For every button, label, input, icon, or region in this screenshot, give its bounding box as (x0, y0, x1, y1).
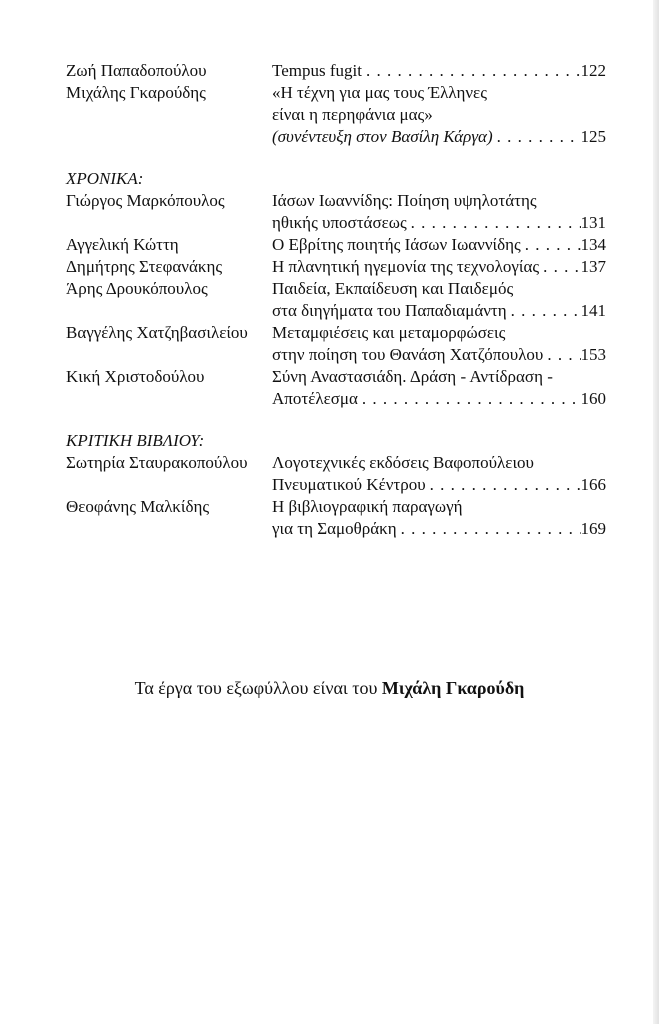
entry-author: Γιώργος Μαρκόπουλος (66, 191, 225, 210)
entry-title-line: Παιδεία, Εκπαίδευση και Παιδεμός (272, 279, 514, 298)
entry-title-line: Λογοτεχνικές εκδόσεις Βαφοπούλειου (272, 453, 534, 472)
dot-leader (521, 234, 581, 256)
dot-leader (358, 388, 581, 410)
entry-title-text: για τη Σαμοθράκη (272, 519, 397, 538)
entry-title-text: (συνέντευξη στον Βασίλη Κάργα) (272, 127, 493, 146)
entry-title-text: Η πλανητική ηγεμονία της τεχνολογίας (272, 257, 540, 276)
entry-title-text: στα διηγήματα του Παπαδιαμάντη (272, 301, 507, 320)
page-number: 122 (580, 61, 606, 80)
toc-entry (66, 60, 606, 82)
entry-title-final-line (272, 474, 606, 496)
toc-section (66, 430, 606, 540)
page-number: 141 (580, 301, 606, 320)
dot-leader (397, 518, 581, 540)
entry-title-block (272, 366, 606, 410)
dot-leader (507, 300, 581, 322)
entry-title-final-line (272, 300, 606, 322)
entry-author: Βαγγέλης Χατζηβασιλείου (66, 323, 248, 342)
entry-title-line: είναι η περηφάνια μας» (272, 105, 433, 124)
page-number: 166 (580, 475, 606, 494)
section-heading: ΧΡΟΝΙΚΑ: (66, 169, 144, 188)
entry-title-line: Ιάσων Ιωαννίδης: Ποίηση υψηλοτάτης (272, 191, 537, 210)
page-number: 134 (580, 235, 606, 254)
cover-artist-name: Μιχάλη Γκαρούδη (381, 678, 525, 698)
entry-title-line: «Η τέχνη για μας τους Έλληνες (272, 83, 487, 102)
entry-author: Ζωή Παπαδοπούλου (66, 61, 207, 80)
entry-title-final-line (272, 234, 606, 256)
entry-title-block (272, 234, 606, 256)
section-heading: ΚΡΙΤΙΚΗ ΒΙΒΛΙΟΥ: (66, 431, 205, 450)
table-of-contents (66, 60, 606, 560)
entry-title-block (272, 452, 606, 496)
entry-author: Δημήτρης Στεφανάκης (66, 257, 223, 276)
entry-title-final-line (272, 126, 606, 148)
page-number: 160 (580, 389, 606, 408)
dot-leader (539, 256, 580, 278)
toc-entry (66, 256, 606, 278)
entry-title-text: Πνευματικού Κέντρου (272, 475, 426, 494)
page-number: 131 (580, 213, 606, 232)
entry-title-block (272, 190, 606, 234)
entry-title-final-line (272, 256, 606, 278)
entry-title-line: Η βιβλιογραφική παραγωγή (272, 497, 463, 516)
entry-title-text: Αποτέλεσμα (272, 389, 358, 408)
entry-title-block (272, 82, 606, 148)
entry-title-block (272, 256, 606, 278)
toc-entry (66, 366, 606, 410)
entry-title-text: Tempus fugit (272, 61, 362, 80)
toc-section (66, 60, 606, 148)
page-number: 169 (580, 519, 606, 538)
cover-credit-text: Τα έργα του εξωφύλλου είναι του (134, 678, 382, 698)
entry-author: Σωτηρία Σταυρακοπούλου (66, 453, 248, 472)
toc-entry (66, 82, 606, 148)
page-number: 125 (580, 127, 606, 146)
page-edge-shadow (653, 0, 659, 1024)
entry-author: Κική Χριστοδούλου (66, 367, 205, 386)
page-number: 153 (580, 345, 606, 364)
entry-title-final-line (272, 518, 606, 540)
cover-credit (0, 676, 659, 700)
entry-title-text: στην ποίηση του Θανάση Χατζόπουλου (272, 345, 544, 364)
toc-section (66, 168, 606, 410)
dot-leader (426, 474, 581, 496)
entry-title-block (272, 60, 606, 82)
entry-title-text: Ο Εβρίτης ποιητής Ιάσων Ιωαννίδης (272, 235, 521, 254)
entry-author: Μιχάλης Γκαρούδης (66, 83, 206, 102)
dot-leader (362, 60, 581, 82)
entry-title-block (272, 496, 606, 540)
dot-leader (543, 344, 580, 366)
entry-title-block (272, 322, 606, 366)
entry-title-final-line (272, 344, 606, 366)
entry-author: Θεοφάνης Μαλκίδης (66, 497, 210, 516)
entry-author: Αγγελική Κώττη (66, 235, 179, 254)
dot-leader (407, 212, 581, 234)
entry-title-line: Σύνη Αναστασιάδη. Δράση - Αντίδραση - (272, 367, 553, 386)
dot-leader (493, 126, 581, 148)
entry-author: Άρης Δρουκόπουλος (66, 279, 208, 298)
entry-title-final-line (272, 60, 606, 82)
toc-entry (66, 234, 606, 256)
entry-title-block (272, 278, 606, 322)
entry-title-final-line (272, 212, 606, 234)
entry-title-text: ηθικής υποστάσεως (272, 213, 407, 232)
toc-entry (66, 452, 606, 496)
entry-title-final-line (272, 388, 606, 410)
toc-entry (66, 190, 606, 234)
entry-title-line: Μεταμφιέσεις και μεταμορφώσεις (272, 323, 506, 342)
toc-entry (66, 278, 606, 322)
toc-entry (66, 496, 606, 540)
toc-entry (66, 322, 606, 366)
page-number: 137 (580, 257, 606, 276)
